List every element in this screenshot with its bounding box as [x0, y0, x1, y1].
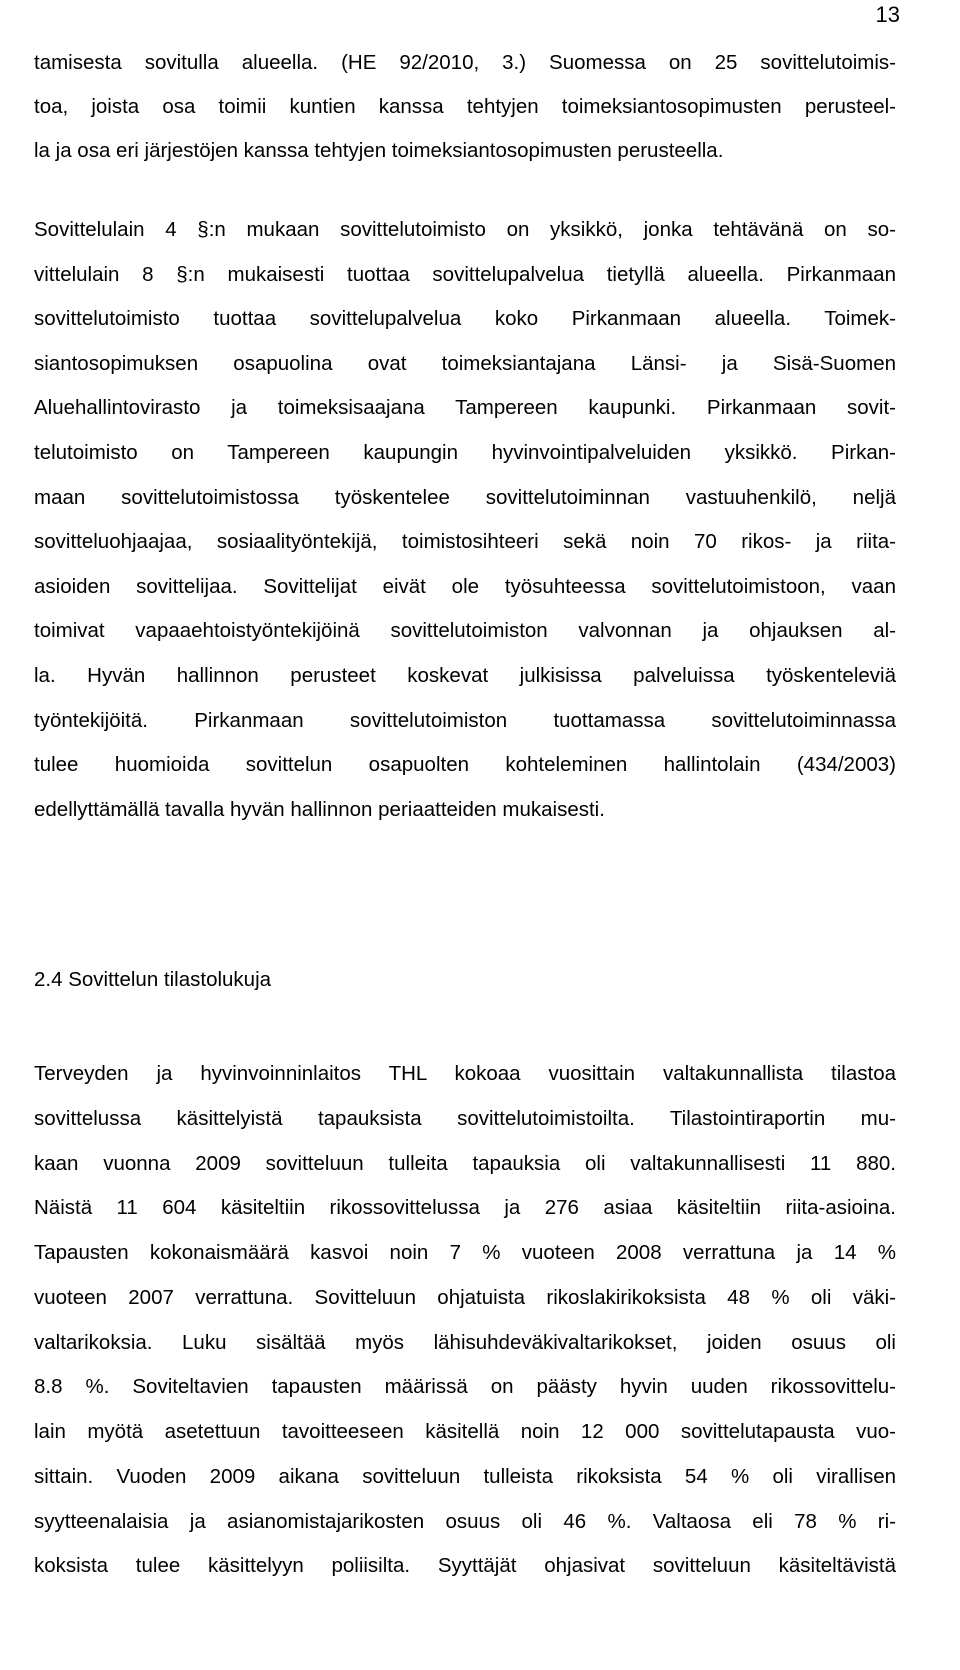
text-line: tamisesta sovitulla alueella. (HE 92/2010, 3.) Suomessa on 25 sovittelutoimis-: [34, 51, 896, 74]
text-line: Näistä 11 604 käsiteltiin rikossovittelussa ja 276 asiaa käsiteltiin riita-asioina.: [34, 1196, 896, 1220]
text-line: Aluehallintovirasto ja toimeksisaajana Tampereen kaupunki. Pirkanmaan sovit-: [34, 396, 896, 420]
text-line: vuoteen 2007 verrattuna. Sovitteluun ohjatuista rikoslakirikoksista 48 % oli väki-: [34, 1285, 896, 1309]
section-heading: 2.4 Sovittelun tilastolukuja: [34, 968, 272, 991]
text-line: edellyttämällä tavalla hyvän hallinnon periaatteiden mukaisesti.: [34, 797, 605, 821]
text-line: sittain. Vuoden 2009 aikana sovitteluun tulleista rikoksista 54 % oli virallisen: [34, 1464, 896, 1488]
text-line: kaan vuonna 2009 sovitteluun tulleita tapauksia oli valtakunnallisesti 11 880.: [34, 1151, 896, 1175]
text-line: Tapausten kokonaismäärä kasvoi noin 7 % vuoteen 2008 verrattuna ja 14 %: [34, 1241, 896, 1264]
text-line: tulee huomioida sovittelun osapuolten kohteleminen hallintolain (434/2003): [34, 753, 896, 777]
text-line: la ja osa eri järjestöjen kanssa tehtyjen toimeksiantosopimusten perusteella.: [34, 139, 724, 162]
text-line: vittelulain 8 §:n mukaisesti tuottaa sovittelupalvelua tietyllä alueella. Pirkanmaan: [34, 262, 896, 286]
page-number: 13: [875, 2, 900, 27]
paragraph-2: [34, 208, 896, 832]
paragraph-1: [34, 41, 896, 173]
paragraph-3: [34, 1052, 896, 1589]
text-line: syytteenalaisia ja asianomistajarikosten osuus oli 46 %. Valtaosa eli 78 % ri-: [34, 1509, 896, 1533]
text-line: Sovittelulain 4 §:n mukaan sovittelutoimisto on yksikkö, jonka tehtävänä on so-: [34, 218, 896, 241]
text-line: toimivat vapaaehtoistyöntekijöinä sovittelutoimiston valvonnan ja ohjauksen al-: [34, 619, 896, 643]
text-line: toa, joista osa toimii kuntien kanssa tehtyjen toimeksiantosopimusten perusteel-: [34, 95, 896, 118]
text-line: työntekijöitä. Pirkanmaan sovittelutoimiston tuottamassa sovittelutoiminnassa: [34, 708, 896, 732]
text-line: koksista tulee käsittelyyn poliisilta. Syyttäjät ohjasivat sovitteluun käsiteltävistä: [34, 1554, 896, 1578]
text-line: Terveyden ja hyvinvoinninlaitos THL kokoaa vuosittain valtakunnallista tilastoa: [34, 1062, 896, 1085]
text-line: 8.8 %. Soviteltavien tapausten määrissä on päästy hyvin uuden rikossovittelu-: [34, 1375, 896, 1399]
text-line: siantosopimuksen osapuolina ovat toimeksiantajana Länsi- ja Sisä-Suomen: [34, 351, 896, 375]
text-line: telutoimisto on Tampereen kaupungin hyvinvointipalveluiden yksikkö. Pirkan-: [34, 440, 896, 464]
text-line: maan sovittelutoimistossa työskentelee sovittelutoiminnan vastuuhenkilö, neljä: [34, 485, 896, 509]
text-line: la. Hyvän hallinnon perusteet koskevat julkisissa palveluissa työskenteleviä: [34, 663, 896, 687]
text-line: lain myötä asetettuun tavoitteeseen käsitellä noin 12 000 sovittelutapausta vuo-: [34, 1420, 896, 1443]
text-line: asioiden sovittelijaa. Sovittelijat eivät ole työsuhteessa sovittelutoimistoon, vaan: [34, 574, 896, 598]
text-line: sovitteluohjaajaa, sosiaalityöntekijä, toimistosihteeri sekä noin 70 rikos- ja riita-: [34, 530, 896, 554]
text-line: valtarikoksia. Luku sisältää myös lähisuhdeväkivaltarikokset, joiden osuus oli: [34, 1330, 896, 1354]
text-line: sovittelussa käsittelyistä tapauksista sovittelutoimistoilta. Tilastointiraportin mu-: [34, 1106, 896, 1130]
text-line: sovittelutoimisto tuottaa sovittelupalvelua koko Pirkanmaan alueella. Toimek-: [34, 307, 896, 331]
